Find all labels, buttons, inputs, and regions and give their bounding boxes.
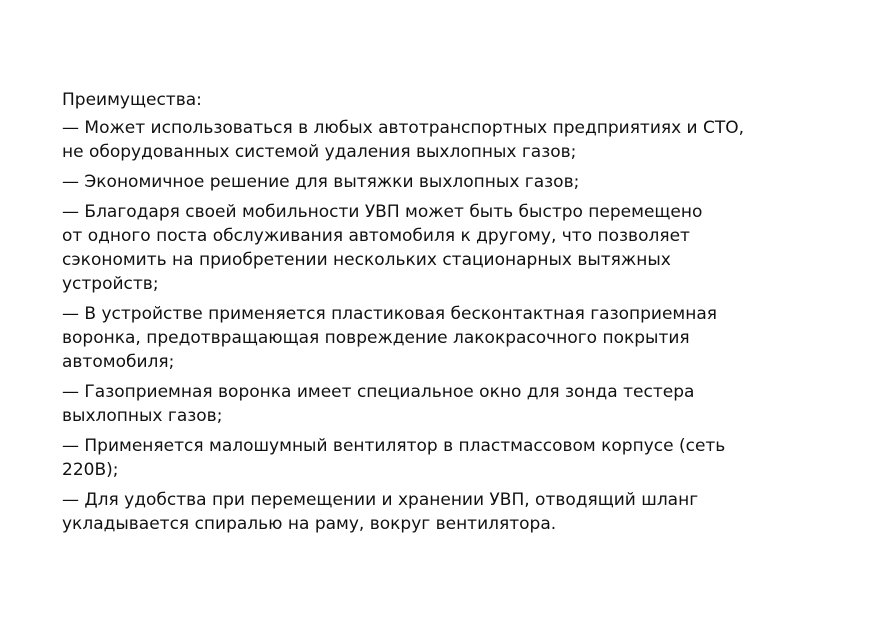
advantage-item-3 — [62, 200, 822, 296]
advantages-text — [62, 88, 822, 542]
advantage-line: — Экономичное решение для вытяжки выхлопных газов; — [62, 172, 580, 192]
advantage-item-6 — [62, 434, 822, 482]
advantage-line: — Применяется малошумный вентилятор в пластмассовом корпусе (сеть — [62, 436, 726, 456]
advantage-item-2 — [62, 170, 822, 194]
advantage-line: — Благодаря своей мобильности УВП может быть быстро перемещено — [62, 202, 703, 222]
advantage-item-4 — [62, 302, 822, 374]
advantage-line: — Может использоваться в любых автотранспортных предприятиях и СТО, — [62, 118, 745, 138]
advantage-item-5 — [62, 380, 822, 428]
advantage-line: — Для удобства при перемещении и хранении УВП, отводящий шланг — [62, 490, 699, 510]
advantage-line: — В устройстве применяется пластиковая бесконтактная газоприемная — [62, 304, 718, 324]
advantage-item-7 — [62, 488, 822, 536]
advantage-line: сэкономить на приобретении нескольких стационарных вытяжных — [62, 250, 671, 270]
advantage-line: устройств; — [62, 274, 159, 294]
advantage-line: автомобиля; — [62, 352, 175, 372]
advantage-line: 220В); — [62, 460, 119, 480]
advantage-line: воронка, предотвращающая повреждение лакокрасочного покрытия — [62, 328, 690, 348]
advantages-heading: Преимущества: — [62, 90, 202, 110]
advantage-line: не оборудованных системой удаления выхлопных газов; — [62, 142, 577, 162]
advantage-line: — Газоприемная воронка имеет специальное окно для зонда тестера — [62, 382, 695, 402]
advantage-line: укладывается спиралью на раму, вокруг вентилятора. — [62, 514, 557, 534]
advantage-line: выхлопных газов; — [62, 406, 223, 426]
advantage-item-1 — [62, 116, 822, 164]
advantage-line: от одного поста обслуживания автомобиля к другому, что позволяет — [62, 226, 690, 246]
